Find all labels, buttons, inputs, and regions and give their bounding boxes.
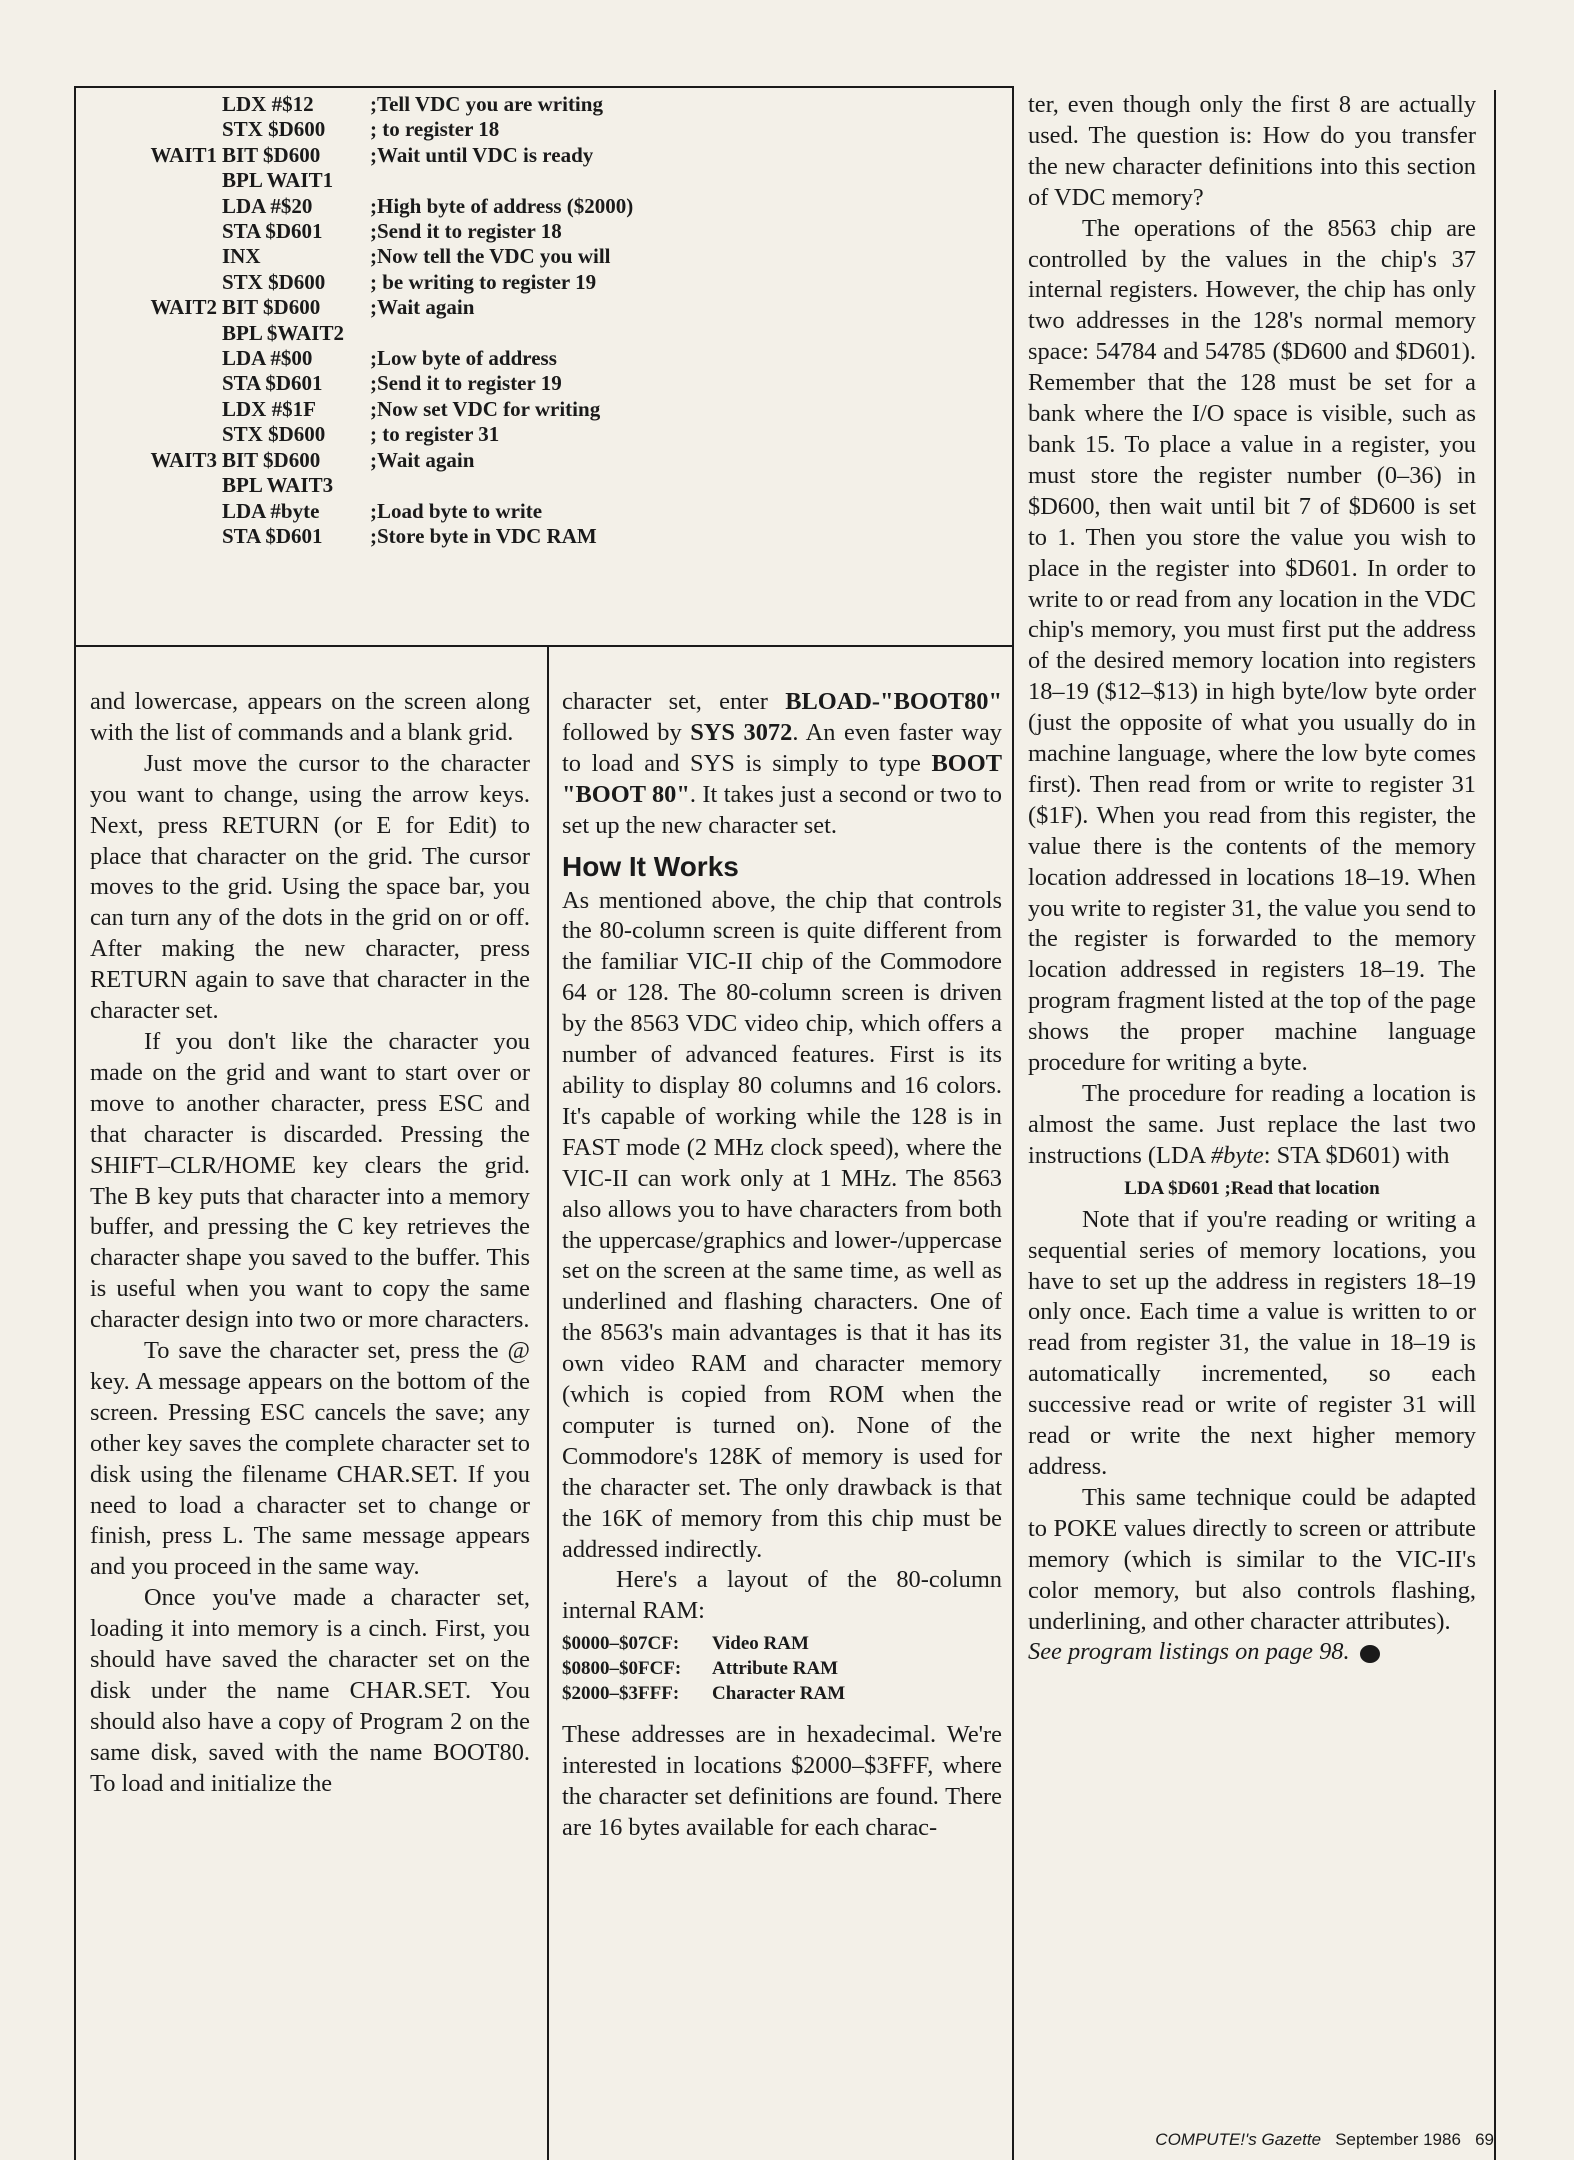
code-instruction: BPL $WAIT2 <box>222 320 344 345</box>
code-line <box>80 143 1010 168</box>
ram-layout-list <box>562 1631 1002 1706</box>
code-label <box>80 499 217 524</box>
code-line <box>80 117 1010 142</box>
code-label <box>80 473 217 498</box>
code-comment <box>370 168 1010 193</box>
page-footer <box>1155 2130 1494 2150</box>
inline-code-line: LDA $D601 ;Read that location <box>1124 1177 1380 1199</box>
code-line <box>80 219 1010 244</box>
page-number: 69 <box>1475 2130 1494 2149</box>
col2-paragraph <box>562 687 1002 842</box>
code-instruction: STA $D601 <box>222 219 323 244</box>
code-line <box>80 346 1010 371</box>
code-listing <box>80 92 1010 549</box>
code-line <box>80 92 1010 117</box>
code-label: WAIT3 <box>150 447 217 472</box>
code-line <box>80 244 1010 269</box>
col3-paragraph: The operations of the 8563 chip are controlled by the values in the chip's 37 internal registers. However, the chip has only two addresses in the 128's normal memory space: 54784 and 54785 ($D600 and $D601). Remember that the 128 must be set for a bank where the I/O space is visible, such as bank 15. To place a value in a register, you must store the register number (0–36) in $D600, then wait until bit 7 of $D600 is set to 1. Then you store the value you wish to place in the register into $D601. In order to write to or read from any location in the VDC chip's memory, you must first put the address of the desired memory location into registers 18–19 ($12–$13) in high byte/low byte order (just the opposite of what you usually do in machine language, where the low byte comes first). Then read from or write to register 31 ($1F). When you read from this register, the value there is the contents of the memory location addressed in locations 18–19. When you write to register 31, the value you send to the register is forwarded to the memory location addressed in registers 18–19. The program fragment listed at the top of the page shows the proper machine language procedure for writing a byte. <box>1028 214 1476 1077</box>
code-comment: ; to register 31 <box>370 422 500 447</box>
text: . It takes just a second or two to set up the new character set. <box>562 780 1002 839</box>
code-line <box>80 524 1010 549</box>
col3-paragraph: ter, even though only the first 8 are actually used. The question is: How do you transfer the new character definitions into this section of VDC memory? <box>1028 91 1476 211</box>
ram-layout-row <box>562 1681 1002 1706</box>
col3-paragraph <box>1028 1079 1476 1172</box>
code-label: WAIT2 <box>150 295 217 320</box>
code-instruction: STA $D601 <box>222 523 323 548</box>
code-line <box>80 473 1010 498</box>
code-comment: ;Wait until VDC is ready <box>370 142 594 167</box>
col1-paragraph: and lowercase, appears on the screen along with the list of commands and a blank grid. <box>90 688 530 746</box>
code-instruction: BIT $D600 <box>222 447 321 472</box>
col1-paragraph: Just move the cursor to the character you want to change, using the arrow keys. Next, press RETURN (or E for Edit) to place that character on the grid. The cursor moves to the grid. Using the space bar, you can turn any of the dots in the grid on or off. After making the new character, press RETURN again to save that character in the character set. <box>90 749 530 1025</box>
code-instruction: LDA #$20 <box>222 193 313 218</box>
ram-name: Video RAM <box>712 1633 809 1655</box>
ram-name: Character RAM <box>712 1683 846 1705</box>
code-instruction: STA $D601 <box>222 371 323 396</box>
col1-paragraph: If you don't like the character you made on the grid and want to start over or move to another character, press ESC and that character is discarded. Pressing the SHIFT–CLR/HOME key clears the grid. The B key puts that character into a memory buffer, and pressing the C key retrieves the character shape you saved to the buffer. This is useful when you want to copy the same character design into two or more characters. <box>90 1027 530 1334</box>
code-line <box>80 499 1010 524</box>
code-comment: ;Wait again <box>370 447 475 472</box>
ram-range: $0800–$0FCF: <box>562 1658 682 1680</box>
code-comment: ;Send it to register 18 <box>370 219 562 244</box>
code-label <box>80 397 217 422</box>
end-mark-icon <box>1360 1645 1380 1663</box>
code-comment: ;Send it to register 19 <box>370 371 562 396</box>
text: The procedure for reading a location is almost the same. Just replace the last two instructions (LDA <box>1028 1080 1476 1169</box>
code-instruction: LDX #$1F <box>222 396 316 421</box>
italic-text: #byte <box>1210 1141 1264 1169</box>
code-comment: ; be writing to register 19 <box>370 269 597 294</box>
code-instruction: BPL WAIT3 <box>222 473 334 498</box>
code-label <box>80 117 217 142</box>
code-comment: ;Wait again <box>370 295 475 320</box>
box-top-rule <box>74 86 1014 88</box>
code-comment: ;High byte of address ($2000) <box>370 193 634 218</box>
code-comment: ;Store byte in VDC RAM <box>370 523 597 548</box>
section-heading: How It Works <box>562 850 739 882</box>
ram-layout-row <box>562 1631 1002 1656</box>
text: : STA $D601) with <box>1263 1141 1450 1169</box>
code-line <box>80 295 1010 320</box>
code-instruction: BIT $D600 <box>222 295 321 320</box>
text: character set, enter <box>562 688 786 715</box>
column-2 <box>562 687 1002 1844</box>
code-label <box>80 371 217 396</box>
code-label <box>80 321 217 346</box>
text: See program listings on page 98. <box>1028 1638 1350 1666</box>
code-label <box>80 244 217 269</box>
command-text: SYS 3072 <box>690 718 793 746</box>
col2-paragraph: As mentioned above, the chip that controls the 80-column screen is quite different from the familiar VIC-II chip of the Commodore 64 or 128. The 80-column screen is driven by the 8563 VDC video chip, which offers a number of advanced features. First is its ability to display 80 columns and 16 colors. It's capable of working while the 128 is in FAST mode (2 MHz clock speed), where the VIC-II can work only at 1 MHz. The 8563 also allows you to have characters from both the uppercase/graphics and lower-/uppercase set on the screen at the same time, as well as underlined and flashing characters. One of the 8563's main advantages is that it has its own video RAM and character memory (which is copied from ROM when the computer is turned on). None of the Commodore's 128K of memory is used for the character set. The only drawback is that the 16K of memory from this chip must be addressed indirectly. <box>562 886 1002 1563</box>
code-line <box>80 321 1010 346</box>
code-line <box>80 194 1010 219</box>
code-label: WAIT1 <box>150 142 217 167</box>
code-label <box>80 524 217 549</box>
code-line <box>80 397 1010 422</box>
code-instruction: BIT $D600 <box>222 142 321 167</box>
code-line <box>80 422 1010 447</box>
code-comment: ;Now tell the VDC you will <box>370 244 611 269</box>
code-instruction: BPL WAIT1 <box>222 168 334 193</box>
box-bottom-rule <box>74 645 1014 647</box>
col3-paragraph: Note that if you're reading or writing a sequential series of memory locations, you have to set up the address in registers 18–19 only once. Each time a value is written to or read from register 31, the value in 18–19 is automatically incremented, so each successive read or write of register 31 will read or write the next higher memory address. <box>1028 1205 1476 1480</box>
column-1 <box>90 687 530 1800</box>
command-text: BOOT "BOOT 80" <box>562 749 1002 808</box>
code-label <box>80 422 217 447</box>
code-instruction: STX $D600 <box>222 422 326 447</box>
col1-paragraph: To save the character set, press the @ key. A message appears on the bottom of the screen. Pressing ESC cancels the save; any other key saves the complete character set to disk using the filename CHAR.SET. If you need to load a character set to change or finish, press L. The same message appears and you proceed in the same way. <box>90 1337 530 1581</box>
issue-date: September 1986 <box>1335 2130 1461 2149</box>
code-comment: ; to register 18 <box>370 117 500 142</box>
right-edge-rule <box>1494 90 1496 2160</box>
code-label <box>80 168 217 193</box>
code-line <box>80 270 1010 295</box>
code-instruction: INX <box>222 244 261 269</box>
code-label <box>80 270 217 295</box>
code-comment: ;Tell VDC you are writing <box>370 92 603 116</box>
column-3 <box>1028 90 1476 1668</box>
code-label <box>80 219 217 244</box>
ram-name: Attribute RAM <box>712 1658 839 1680</box>
code-label <box>80 194 217 219</box>
text: . An even faster way to load and SYS is simply to type <box>562 718 1002 777</box>
code-comment: ;Low byte of address <box>370 346 557 371</box>
command-text: BLOAD-"BOOT80" <box>785 688 1002 715</box>
code-instruction: LDA #byte <box>222 498 320 523</box>
box-left-rule <box>74 86 76 2160</box>
ram-layout-row <box>562 1656 1002 1681</box>
code-line <box>80 371 1010 396</box>
code-label <box>80 92 217 117</box>
code-label <box>80 346 217 371</box>
code-line <box>80 168 1010 193</box>
code-comment <box>370 321 1010 346</box>
ram-range: $0000–$07CF: <box>562 1633 680 1655</box>
col2-paragraph: Here's a layout of the 80-column internal RAM: <box>562 1566 1002 1625</box>
code-instruction: STX $D600 <box>222 269 326 294</box>
code-comment: ;Load byte to write <box>370 498 543 523</box>
code-line <box>80 448 1010 473</box>
col3-paragraph: This same technique could be adapted to POKE values directly to screen or attribute memory (which is similar to the VIC-II's color memory, but also controls flashing, underlining, and other character attributes). <box>1028 1483 1476 1635</box>
code-comment <box>370 473 1010 498</box>
magazine-name: COMPUTE!'s Gazette <box>1155 2130 1322 2149</box>
see-listing-note <box>1028 1637 1476 1668</box>
ram-range: $2000–$3FFF: <box>562 1683 680 1705</box>
col1-paragraph: Once you've made a character set, loading it into memory is a cinch. First, you should have saved the character set on the disk under the name CHAR.SET. You should also have a copy of Program 2 on the same disk, saved with the name BOOT80. To load and initialize the <box>90 1584 530 1797</box>
column-divider-rule <box>547 646 549 2160</box>
code-instruction: LDA #$00 <box>222 346 313 371</box>
code-instruction: LDX #$12 <box>222 92 314 116</box>
code-instruction: STX $D600 <box>222 117 326 142</box>
col2-paragraph: These addresses are in hexadecimal. We're interested in locations $2000–$3FFF, where the character set definitions are found. There are 16 bytes available for each charac- <box>562 1721 1002 1841</box>
text: followed by <box>562 718 691 746</box>
code-comment: ;Now set VDC for writing <box>370 396 601 421</box>
box-right-rule <box>1012 86 1014 2160</box>
